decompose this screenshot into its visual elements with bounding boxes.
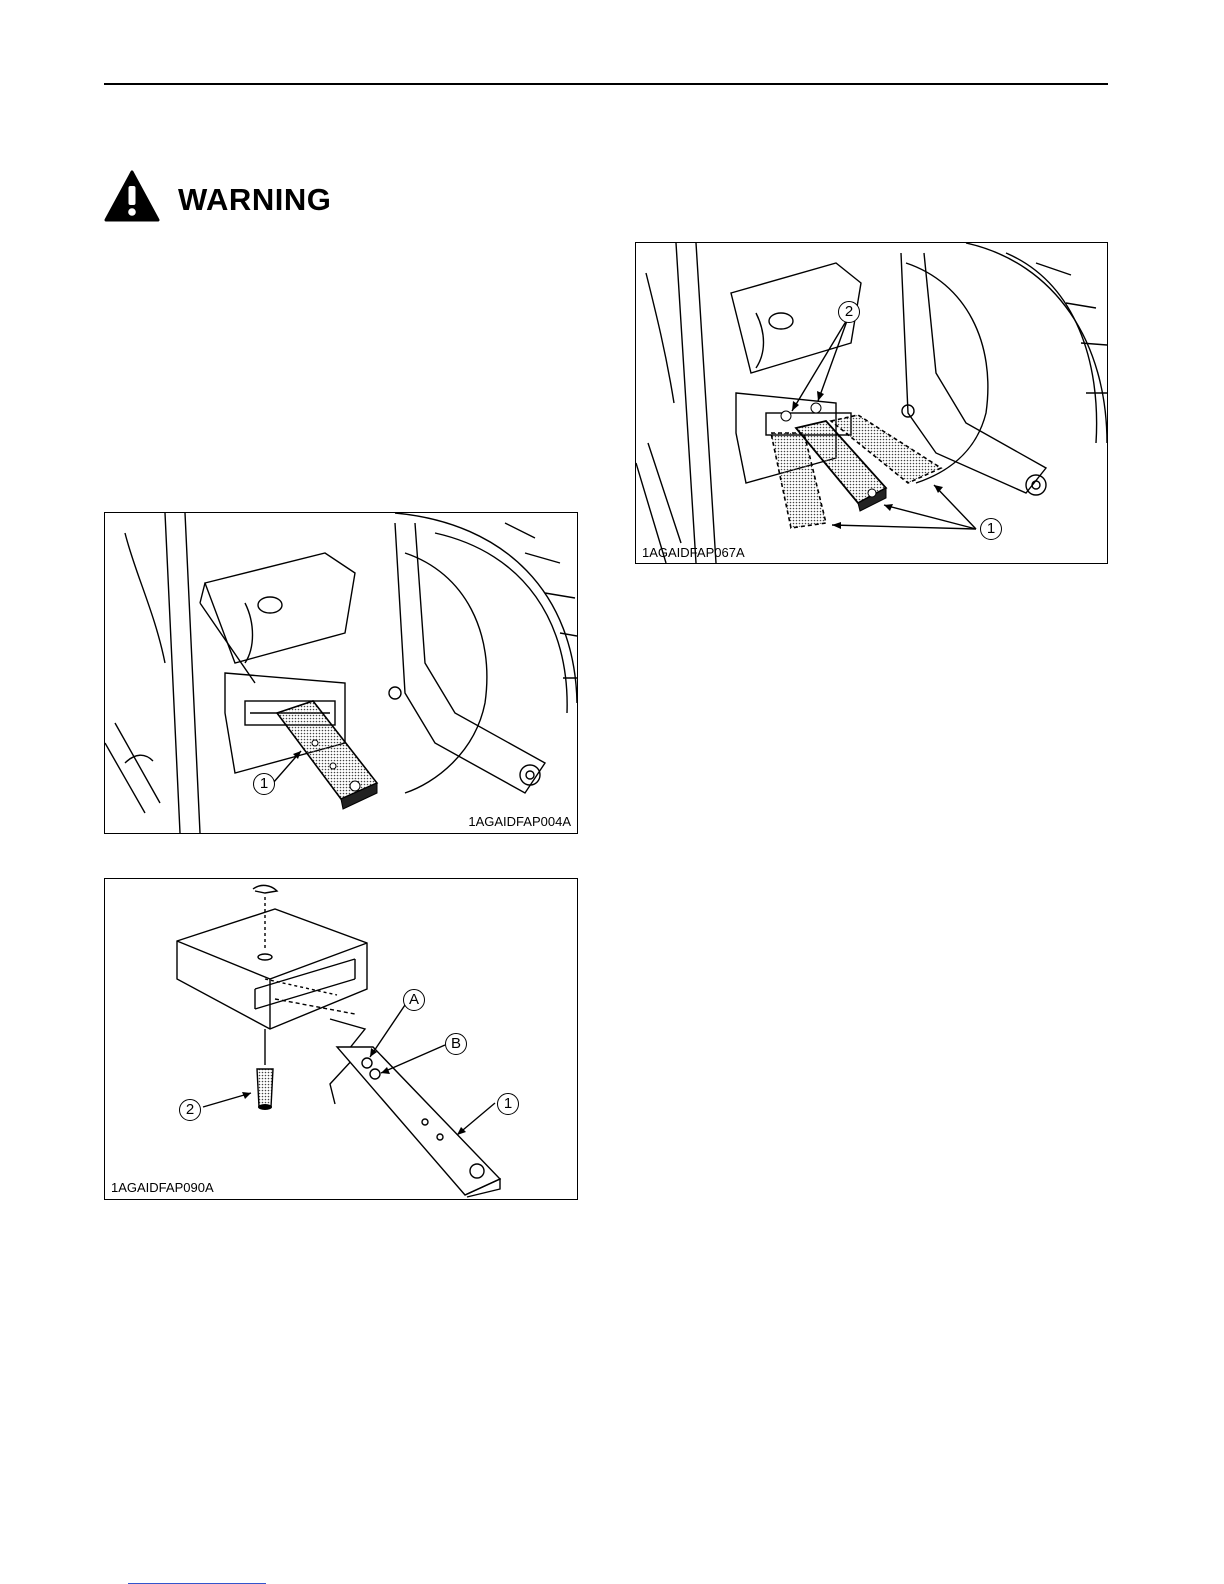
drawbar-positions-illustration [636,243,1107,563]
callout-1: 1 [980,518,1002,540]
warning-triangle-icon [104,170,160,222]
callout-1: 1 [497,1093,519,1115]
callout-b: B [445,1033,467,1055]
drawbar-installed-illustration [105,513,577,833]
figure-code: 1AGAIDFAP004A [468,814,571,829]
figure-code: 1AGAIDFAP090A [111,1180,214,1195]
callout-1: 1 [253,773,275,795]
warning-label: WARNING [178,182,332,217]
figure-drawbar-exploded [104,878,578,1200]
callout-2: 2 [838,301,860,323]
header-rule [104,83,1108,85]
figure-drawbar-installed [104,512,578,834]
figure-code: 1AGAIDFAP067A [642,545,745,560]
warning-heading [104,168,331,224]
callout-2: 2 [179,1099,201,1121]
figure-drawbar-positions [635,242,1108,564]
callout-a: A [403,989,425,1011]
drawbar-exploded-illustration [105,879,577,1199]
